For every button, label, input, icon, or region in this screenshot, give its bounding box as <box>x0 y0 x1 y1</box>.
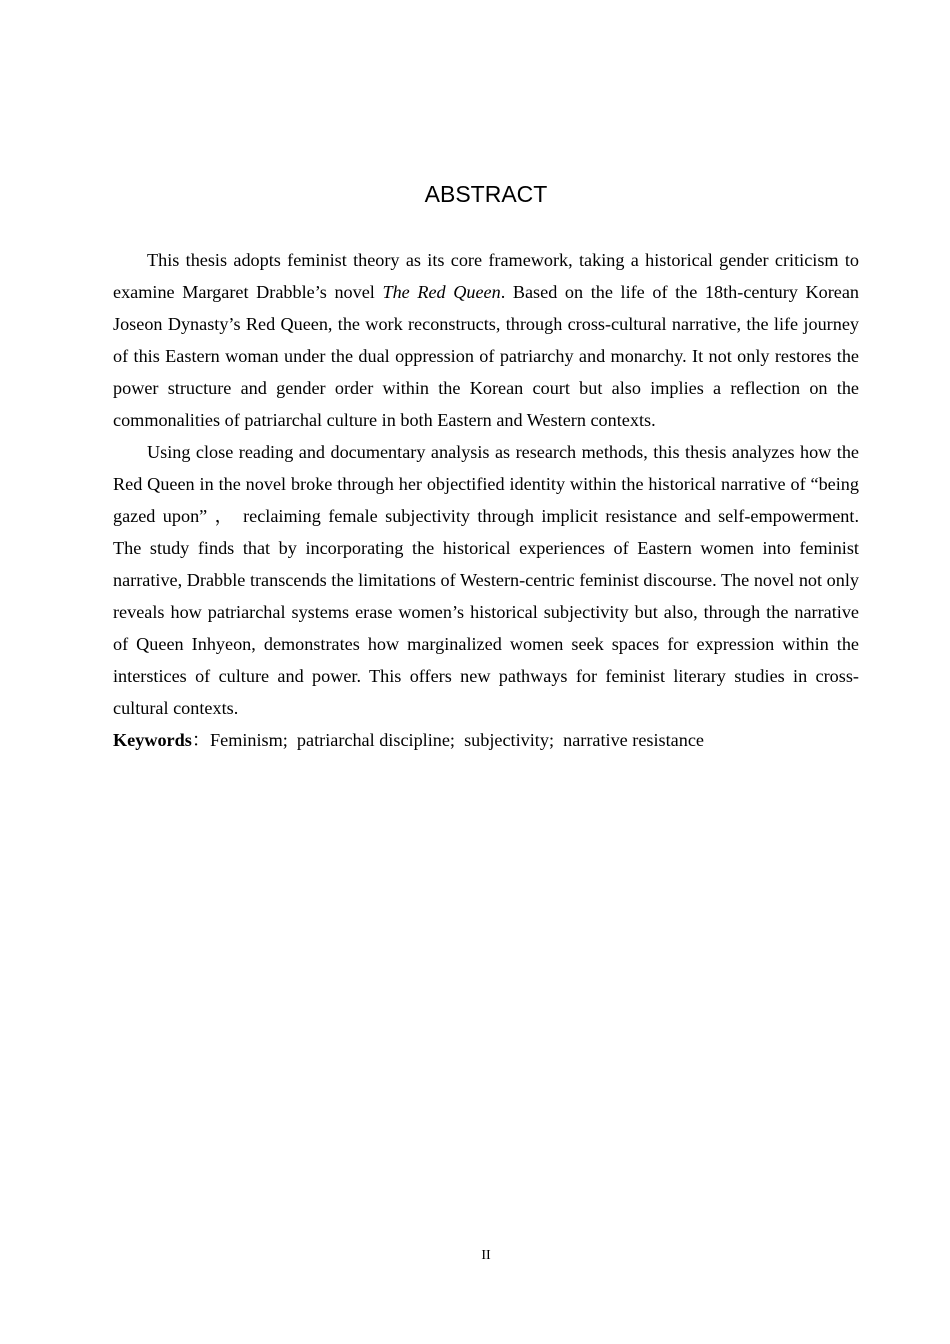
abstract-body <box>113 244 859 756</box>
abstract-title: ABSTRACT <box>424 181 548 207</box>
keyword-item: patriarchal discipline; <box>296 730 455 750</box>
keyword-item: narrative resistance <box>563 730 704 750</box>
keywords-line <box>113 724 859 756</box>
keyword-item: Feminism; <box>210 730 288 750</box>
novel-title: The Red Queen <box>382 282 501 302</box>
abstract-paragraph-2: Using close reading and documentary analysis as research methods, this thesis analyzes how the Red Queen in the novel broke through her objectified identity within the historical narrative of “being gazed upon” ， reclaiming female subjectivity through implicit resistance and self-empowerment. The study finds that by incorporating the historical experiences of Eastern women into feminist narrative, Drabble transcends the limitations of Western-centric feminist discourse. The novel not only reveals how patriarchal systems erase women’s historical subjectivity but also, through the narrative of Queen Inhyeon, demonstrates how marginalized women seek spaces for expression within the interstices of culture and power. This offers new pathways for feminist literary studies in cross-cultural contexts. <box>113 442 859 718</box>
abstract-paragraph-1 <box>113 244 859 436</box>
page-number: II <box>481 1248 491 1263</box>
paragraph-1-text-before-title: This thesis adopts feminist theory as its core framework, taking a historical gender criticism to examine Margaret Drabble’s novel <box>113 250 859 302</box>
keywords-label: Keywords <box>113 730 192 750</box>
paragraph-1-text-after-title: . Based on the life of the 18th-century Korean Joseon Dynasty’s Red Queen, the work reconstructs, through cross-cultural narrative, the life journey of this Eastern woman under the dual oppression of patriarchy and monarchy. It not only restores the power structure and gender order within the Korean court but also implies a reflection on the commonalities of patriarchal culture in both Eastern and Western contexts. <box>113 282 859 430</box>
keywords-label-colon: ： <box>191 730 211 750</box>
keyword-item: subjectivity; <box>464 730 555 750</box>
